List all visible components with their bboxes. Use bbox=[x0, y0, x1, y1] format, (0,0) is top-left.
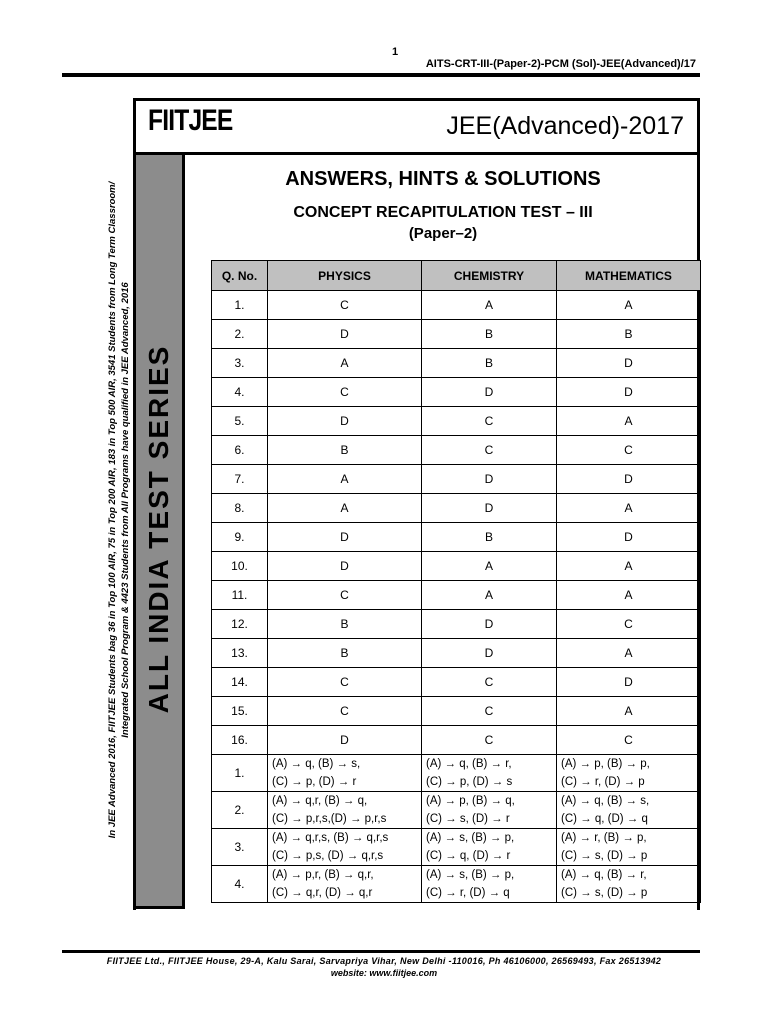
cell-mathematics: C bbox=[557, 436, 701, 465]
top-rule bbox=[62, 73, 700, 77]
table-row bbox=[212, 291, 701, 320]
cell-mathematics-match bbox=[557, 792, 701, 829]
matching-row bbox=[212, 866, 701, 903]
test-series-label: ALL INDIA TEST SERIES bbox=[143, 344, 174, 714]
col-header-chemistry: CHEMISTRY bbox=[422, 261, 557, 291]
match-line: (A) → q, (B) → s, bbox=[272, 758, 361, 770]
cell-chemistry: A bbox=[422, 291, 557, 320]
cell-qno: 11. bbox=[212, 581, 268, 610]
footer-address: FIITJEE Ltd., FIITJEE House, 29-A, Kalu Sarai, Sarvapriya Vihar, New Delhi -110016, Ph 46106000, 26569493, Fax 26513942 bbox=[106, 956, 662, 966]
cell-qno: 13. bbox=[212, 639, 268, 668]
matching-row bbox=[212, 755, 701, 792]
table-row bbox=[212, 581, 701, 610]
cell-mathematics: A bbox=[557, 407, 701, 436]
table-row bbox=[212, 407, 701, 436]
cell-qno: 5. bbox=[212, 407, 268, 436]
cell-physics: C bbox=[268, 291, 422, 320]
cell-physics: C bbox=[268, 697, 422, 726]
cell-qno: 16. bbox=[212, 726, 268, 755]
cell-mathematics: A bbox=[557, 291, 701, 320]
cell-mathematics: D bbox=[557, 668, 701, 697]
cell-chemistry: D bbox=[422, 639, 557, 668]
match-line: (C) → r, (D) → p bbox=[561, 776, 645, 788]
table-row bbox=[212, 465, 701, 494]
cell-chemistry: A bbox=[422, 581, 557, 610]
match-line: (C) → s, (D) → p bbox=[561, 850, 648, 862]
cell-mathematics-match bbox=[557, 866, 701, 903]
cell-chemistry: C bbox=[422, 697, 557, 726]
table-row bbox=[212, 610, 701, 639]
match-line: (A) → q,r, (B) → q, bbox=[272, 795, 368, 807]
exam-title: JEE(Advanced)-2017 bbox=[446, 112, 684, 140]
cell-physics: C bbox=[268, 581, 422, 610]
cell-qno: 1. bbox=[212, 755, 268, 792]
cell-chemistry: C bbox=[422, 407, 557, 436]
cell-physics: A bbox=[268, 349, 422, 378]
match-line: (C) → q, (D) → r bbox=[426, 850, 511, 862]
footer-website: website: www.fiitjee.com bbox=[330, 968, 438, 978]
match-line: (A) → q, (B) → r, bbox=[426, 758, 512, 770]
cell-mathematics-match bbox=[557, 755, 701, 792]
match-line: (A) → r, (B) → p, bbox=[561, 832, 647, 844]
cell-chemistry-match bbox=[422, 792, 557, 829]
cell-qno: 8. bbox=[212, 494, 268, 523]
cell-qno: 3. bbox=[212, 349, 268, 378]
page-number: 1 bbox=[392, 46, 399, 58]
match-line: (C) → q,r, (D) → q,r bbox=[272, 887, 373, 899]
cell-chemistry-match bbox=[422, 829, 557, 866]
cell-mathematics: A bbox=[557, 552, 701, 581]
match-line: (A) → p, (B) → p, bbox=[561, 758, 650, 770]
cell-mathematics: C bbox=[557, 726, 701, 755]
answer-key-table bbox=[211, 260, 701, 903]
cell-chemistry: D bbox=[422, 378, 557, 407]
match-line: (A) → s, (B) → p, bbox=[426, 869, 515, 881]
cell-mathematics: D bbox=[557, 378, 701, 407]
cell-physics: B bbox=[268, 610, 422, 639]
match-line: (A) → p, (B) → q, bbox=[426, 795, 515, 807]
col-header-qno: Q. No. bbox=[212, 261, 268, 291]
cell-qno: 14. bbox=[212, 668, 268, 697]
table-row bbox=[212, 726, 701, 755]
table-row bbox=[212, 349, 701, 378]
cell-chemistry: C bbox=[422, 726, 557, 755]
cell-physics-match bbox=[268, 866, 422, 903]
table-row bbox=[212, 697, 701, 726]
cell-physics: D bbox=[268, 726, 422, 755]
cell-mathematics: A bbox=[557, 581, 701, 610]
cell-qno: 15. bbox=[212, 697, 268, 726]
table-row bbox=[212, 523, 701, 552]
cell-qno: 4. bbox=[212, 866, 268, 903]
cell-physics: A bbox=[268, 494, 422, 523]
cell-physics: A bbox=[268, 465, 422, 494]
cell-physics: B bbox=[268, 436, 422, 465]
cell-mathematics: A bbox=[557, 639, 701, 668]
cell-qno: 6. bbox=[212, 436, 268, 465]
test-name: CONCEPT RECAPITULATION TEST – III bbox=[293, 204, 593, 221]
cell-mathematics: B bbox=[557, 320, 701, 349]
cell-qno: 12. bbox=[212, 610, 268, 639]
cell-physics: D bbox=[268, 523, 422, 552]
cell-chemistry: B bbox=[422, 523, 557, 552]
match-line: (C) → q, (D) → q bbox=[561, 813, 648, 825]
cell-chemistry: D bbox=[422, 494, 557, 523]
table-row bbox=[212, 668, 701, 697]
match-line: (C) → s, (D) → r bbox=[426, 813, 510, 825]
cell-physics: B bbox=[268, 639, 422, 668]
table-row bbox=[212, 494, 701, 523]
match-line: (A) → s, (B) → p, bbox=[426, 832, 515, 844]
cell-mathematics: D bbox=[557, 465, 701, 494]
paper-label: (Paper–2) bbox=[408, 225, 478, 242]
match-line: (C) → r, (D) → q bbox=[426, 887, 510, 899]
cell-chemistry: B bbox=[422, 349, 557, 378]
matching-row bbox=[212, 829, 701, 866]
band-bottom-rule bbox=[133, 906, 185, 909]
table-row bbox=[212, 552, 701, 581]
match-line: (C) → p, (D) → s bbox=[426, 776, 513, 788]
match-line: (A) → q,r,s, (B) → q,r,s bbox=[272, 832, 389, 844]
cell-chemistry: D bbox=[422, 610, 557, 639]
cell-physics-match bbox=[268, 829, 422, 866]
page-title: ANSWERS, HINTS & SOLUTIONS bbox=[285, 168, 601, 190]
cell-mathematics: A bbox=[557, 494, 701, 523]
cell-qno: 2. bbox=[212, 792, 268, 829]
match-line: (A) → q, (B) → s, bbox=[561, 795, 650, 807]
table-row bbox=[212, 436, 701, 465]
table-row bbox=[212, 378, 701, 407]
cell-qno: 4. bbox=[212, 378, 268, 407]
cell-physics-match bbox=[268, 755, 422, 792]
cell-chemistry-match bbox=[422, 755, 557, 792]
match-line: (C) → p, (D) → r bbox=[272, 776, 357, 788]
match-line: (C) → p,r,s,(D) → p,r,s bbox=[272, 813, 387, 825]
cell-qno: 2. bbox=[212, 320, 268, 349]
cell-chemistry-match bbox=[422, 866, 557, 903]
col-header-physics: PHYSICS bbox=[268, 261, 422, 291]
table-row bbox=[212, 639, 701, 668]
cell-mathematics: A bbox=[557, 697, 701, 726]
cell-mathematics: D bbox=[557, 349, 701, 378]
side-text-line-1: In JEE Advanced 2016, FIITJEE Students bag 36 in Top 100 AIR, 75 in Top 200 AIR, 183 in Top 500 AIR, 3541 Students from Long Term Classroom/ bbox=[107, 181, 118, 839]
cell-qno: 7. bbox=[212, 465, 268, 494]
match-line: (C) → p,s, (D) → q,r,s bbox=[272, 850, 384, 862]
match-line: (C) → s, (D) → p bbox=[561, 887, 648, 899]
table-row bbox=[212, 320, 701, 349]
cell-chemistry: C bbox=[422, 668, 557, 697]
cell-physics-match bbox=[268, 792, 422, 829]
side-text-line-2: Integrated School Program & 4423 Students from All Programs have qualified in JEE Advanced, 2016 bbox=[120, 282, 131, 738]
match-line: (A) → q, (B) → r, bbox=[561, 869, 647, 881]
cell-physics: D bbox=[268, 552, 422, 581]
cell-mathematics: D bbox=[557, 523, 701, 552]
side-achievement-text bbox=[106, 125, 132, 895]
cell-physics: C bbox=[268, 378, 422, 407]
match-line: (A) → p,r, (B) → q,r, bbox=[272, 869, 374, 881]
fiitjee-logo: FIITJEE bbox=[148, 104, 233, 137]
cell-mathematics: C bbox=[557, 610, 701, 639]
bottom-rule bbox=[62, 950, 700, 953]
col-header-mathematics: MATHEMATICS bbox=[557, 261, 701, 291]
cell-physics: D bbox=[268, 407, 422, 436]
cell-qno: 9. bbox=[212, 523, 268, 552]
cell-mathematics-match bbox=[557, 829, 701, 866]
banner-rule bbox=[133, 152, 700, 155]
cell-physics: C bbox=[268, 668, 422, 697]
cell-qno: 3. bbox=[212, 829, 268, 866]
matching-row bbox=[212, 792, 701, 829]
cell-qno: 10. bbox=[212, 552, 268, 581]
running-head: AITS-CRT-III-(Paper-2)-PCM (Sol)-JEE(Advanced)/17 bbox=[425, 58, 696, 70]
cell-chemistry: C bbox=[422, 436, 557, 465]
table-header-row bbox=[212, 261, 701, 291]
cell-chemistry: B bbox=[422, 320, 557, 349]
cell-chemistry: D bbox=[422, 465, 557, 494]
cell-chemistry: A bbox=[422, 552, 557, 581]
cell-qno: 1. bbox=[212, 291, 268, 320]
cell-physics: D bbox=[268, 320, 422, 349]
